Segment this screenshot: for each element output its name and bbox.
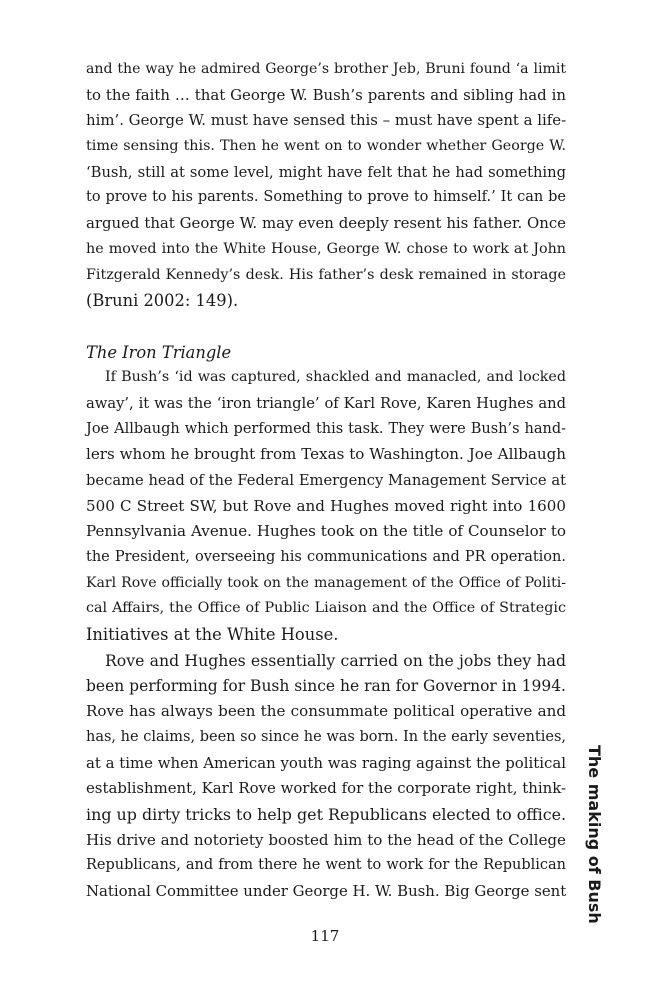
text-line: Fitzgerald Kennedy’s desk. His father’s desk remained in storage: [86, 266, 566, 283]
text-line: cal Affairs, the Office of Public Liaison and the Office of Strategic: [86, 600, 566, 617]
text-line: Karl Rove officially took on the management of the Office of Politi-: [86, 574, 566, 591]
text-line: and the way he admired George’s brother Jeb, Bruni found ‘a limit: [86, 61, 566, 77]
text-line: establishment, Karl Rove worked for the corporate right, think-: [86, 779, 566, 798]
running-title: The making of Bush: [585, 745, 604, 924]
section-spacer: [86, 314, 566, 340]
text-line: Rove and Hughes essentially carried on the jobs they had: [105, 650, 566, 670]
paragraph-1: [86, 57, 566, 314]
paragraph-2: [86, 365, 566, 648]
text-line: (Bruni 2002: 149).: [86, 291, 239, 311]
text-line: time sensing this. Then he went on to wonder whether George W.: [86, 138, 566, 155]
text-line: National Committee under George H. W. Bush. Big George sent: [86, 882, 567, 900]
body-text: [86, 57, 566, 905]
text-line: Initiatives at the White House.: [86, 625, 339, 645]
text-line: If Bush’s ‘id was captured, shackled and manacled, and locked: [105, 369, 566, 386]
text-line: Pennsylvania Avenue. Hughes took on the title of Counselor to: [86, 522, 566, 541]
text-line: Rove has always been the consummate political operative and: [86, 702, 566, 721]
text-line: 500 C Street SW, but Rove and Hughes moved right into 1600: [86, 496, 566, 515]
text-line: away’, it was the ‘iron triangle’ of Karl Rove, Karen Hughes and: [86, 394, 566, 412]
text-line: ing up dirty tricks to help get Republicans elected to office.: [86, 804, 567, 824]
page-number: 117: [310, 927, 340, 945]
text-line: lers whom he brought from Texas to Washington. Joe Allbaugh: [86, 445, 566, 464]
text-line: has, he claims, been so since he was born. In the early seventies,: [86, 728, 566, 745]
text-line: him’. George W. must have sensed this – must have spent a life-: [86, 111, 567, 130]
paragraph-3: [86, 648, 566, 905]
text-line: to prove to his parents. Something to prove to himself.’ It can be: [86, 189, 566, 206]
text-line: to the faith … that George W. Bush’s parents and sibling had in: [86, 85, 566, 104]
text-line: the President, overseeing his communications and PR operation.: [86, 549, 566, 566]
text-line: been performing for Bush since he ran for Governor in 1994.: [86, 676, 566, 695]
text-line: at a time when American youth was raging against the political: [86, 753, 566, 772]
text-line: Republicans, and from there he went to work for the Republican: [86, 857, 566, 874]
text-line: His drive and notoriety boosted him to the head of the College: [86, 830, 566, 849]
text-line: he moved into the White House, George W. chose to work at John: [86, 240, 566, 257]
section-heading: The Iron Triangle: [86, 342, 232, 362]
text-line: argued that George W. may even deeply resent his father. Once: [86, 214, 566, 233]
text-line: became head of the Federal Emergency Management Service at: [86, 472, 566, 489]
text-line: Joe Allbaugh which performed this task. They were Bush’s hand-: [86, 420, 566, 437]
text-line: ‘Bush, still at some level, might have felt that he had something: [86, 163, 566, 181]
